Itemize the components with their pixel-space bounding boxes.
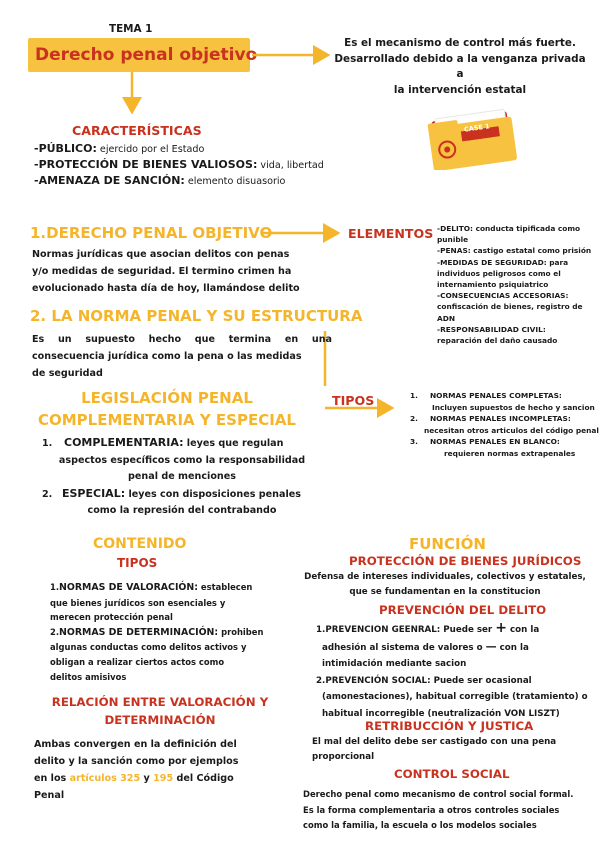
legislacion-list	[42, 435, 322, 520]
caracteristica-item: -PROTECCIÓN DE BIENES VALIOSOS: vida, libertad	[34, 158, 324, 171]
plus-icon: +	[495, 620, 507, 636]
proteccion-heading: PROTECCIÓN DE BIENES JURÍDICOS	[349, 554, 582, 568]
tipo-norma-item: 2. NORMAS PENALES INCOMPLETAS:	[410, 414, 571, 424]
section1-text: Normas jurídicas que asocian delitos con penas y/o medidas de seguridad. El termino crimen ha evolucionado hasta día de hoy, llamándose delito	[32, 249, 300, 294]
control-social-heading: CONTROL SOCIAL	[394, 767, 510, 781]
legislacion-heading: LEGISLACIÓN PENAL COMPLEMENTARIA Y ESPECIAL	[38, 389, 296, 429]
funcion-heading: FUNCIÓN	[409, 535, 486, 553]
tipos-heading: TIPOS	[332, 393, 375, 408]
section2-heading: 2. LA NORMA PENAL Y SU ESTRUCTURA	[30, 307, 363, 325]
contenido-heading: CONTENIDO	[93, 536, 187, 552]
tema-label: TEMA 1	[109, 23, 153, 35]
legislacion-item: 2. ESPECIAL: leyes con disposiciones penales como la represión del contrabando	[42, 486, 301, 516]
prevencion-social-item: 2.PREVENCIÓN SOCIAL: Puede ser ocasional	[316, 675, 532, 686]
caracteristica-item: -AMENAZA DE SANCIÓN: elemento disuasorio	[34, 174, 286, 187]
folder-tab-label: CASE 1	[463, 122, 491, 134]
folder-sub-label: EVIDENCE	[466, 134, 493, 143]
retribucion-text: El mal del delito debe ser castigado con una pena proporcional	[312, 737, 557, 762]
contenido-item: 2.NORMAS DE DETERMINACIÓN: prohiben algunas conductas como delitos activos y obligan a realizar ciertos actos como delitos amisivos	[50, 626, 264, 682]
articulo-325-highlight: artículos 325	[69, 773, 141, 784]
caracteristicas-list	[34, 141, 354, 189]
intro-text: Es el mecanismo de control más fuerte. Desarrollado debido a la venganza privada a la intervención estatal	[334, 37, 586, 96]
section2-text: Es un supuesto hecho que termina en una consecuencia jurídica como la pena o las medidas de seguridad	[32, 334, 332, 379]
section1-heading: 1.DERECHO PENAL OBJETIVO	[30, 224, 273, 242]
prevencion-general-item: 1.PREVENCION GEENRAL: Puede ser + con la	[316, 620, 540, 636]
contenido-subheading: TIPOS	[117, 556, 158, 570]
prevencion-list: 1.PREVENCION GEENRAL: Puede ser + con la adhesión al sistema de valores o — con la intimidación mediante sacion 2.PREVENCIÓN SOCIAL: Puede ser ocasional (amonestaciones), habitual corregible (tratamiento) o habitual incorregible (neutralización VON LISZT)	[316, 622, 596, 722]
contenido-list	[50, 580, 290, 684]
page-title: Derecho penal objetivo	[35, 45, 258, 65]
caracteristica-item: -PÚBLICO: ejercido por el Estado	[34, 142, 205, 155]
prevencion-heading: PREVENCIÓN DEL DELITO	[379, 603, 547, 617]
legislacion-item: 1. COMPLEMENTARIA: leyes que regulan aspectos específicos como la responsabilidad penal de menciones	[42, 436, 306, 482]
retribucion-heading: RETRIBUCCIÓN Y JUSTICA	[365, 719, 534, 733]
elementos-heading: ELEMENTOS	[348, 226, 434, 241]
articulo-195-highlight: 195	[153, 773, 174, 784]
proteccion-text: Defensa de intereses individuales, colectivos y estatales, que se fundamentan en la constitucion	[304, 572, 586, 597]
caracteristicas-heading: CARACTERÍSTICAS	[72, 123, 202, 138]
contenido-item: 1.NORMAS DE VALORACIÓN: establecen que bienes jurídicos son esenciales y merecen protección penal	[50, 582, 253, 623]
tipos-normas-list: 1. NORMAS PENALES COMPLETAS: Incluyen supuestos de hecho y sancion 2. NORMAS PENALES INCOMPLETAS: necesitan otros articulos del código penal 3. NORMAS PENALES EN BLANCO: requieren normas extrapenales	[410, 391, 599, 458]
relacion-text: Ambas convergen en la definición del delito y la sanción como por ejemplos en los artículos 325 y 195 del Código Penal	[34, 739, 239, 801]
control-social-text: Derecho penal como mecanismo de control social formal. Es la forma complementaria a otros controles sociales como la familia, la escuela o los modelos sociales	[303, 789, 574, 830]
relacion-heading: RELACIÓN ENTRE VALORACIÓN Y DETERMINACIÓN	[51, 695, 269, 727]
case-folder-icon	[422, 108, 522, 170]
minus-icon: —	[485, 639, 497, 653]
tipo-norma-item: 3. NORMAS PENALES EN BLANCO:	[410, 437, 560, 447]
elementos-list: -DELITO: conducta tipificada como punible -PENAS: castigo estatal como prisión -MEDIDAS DE SEGURIDAD: para individuos peligrosos como el internamiento psiquiatrico -CONSECUENCIAS ACCESORIAS: confiscación de bienes, registro de ADN -RESPONSABILIDAD CIVIL: reparación del daño causado	[437, 224, 592, 346]
tipo-norma-item: 1. NORMAS PENALES COMPLETAS:	[410, 391, 562, 400]
